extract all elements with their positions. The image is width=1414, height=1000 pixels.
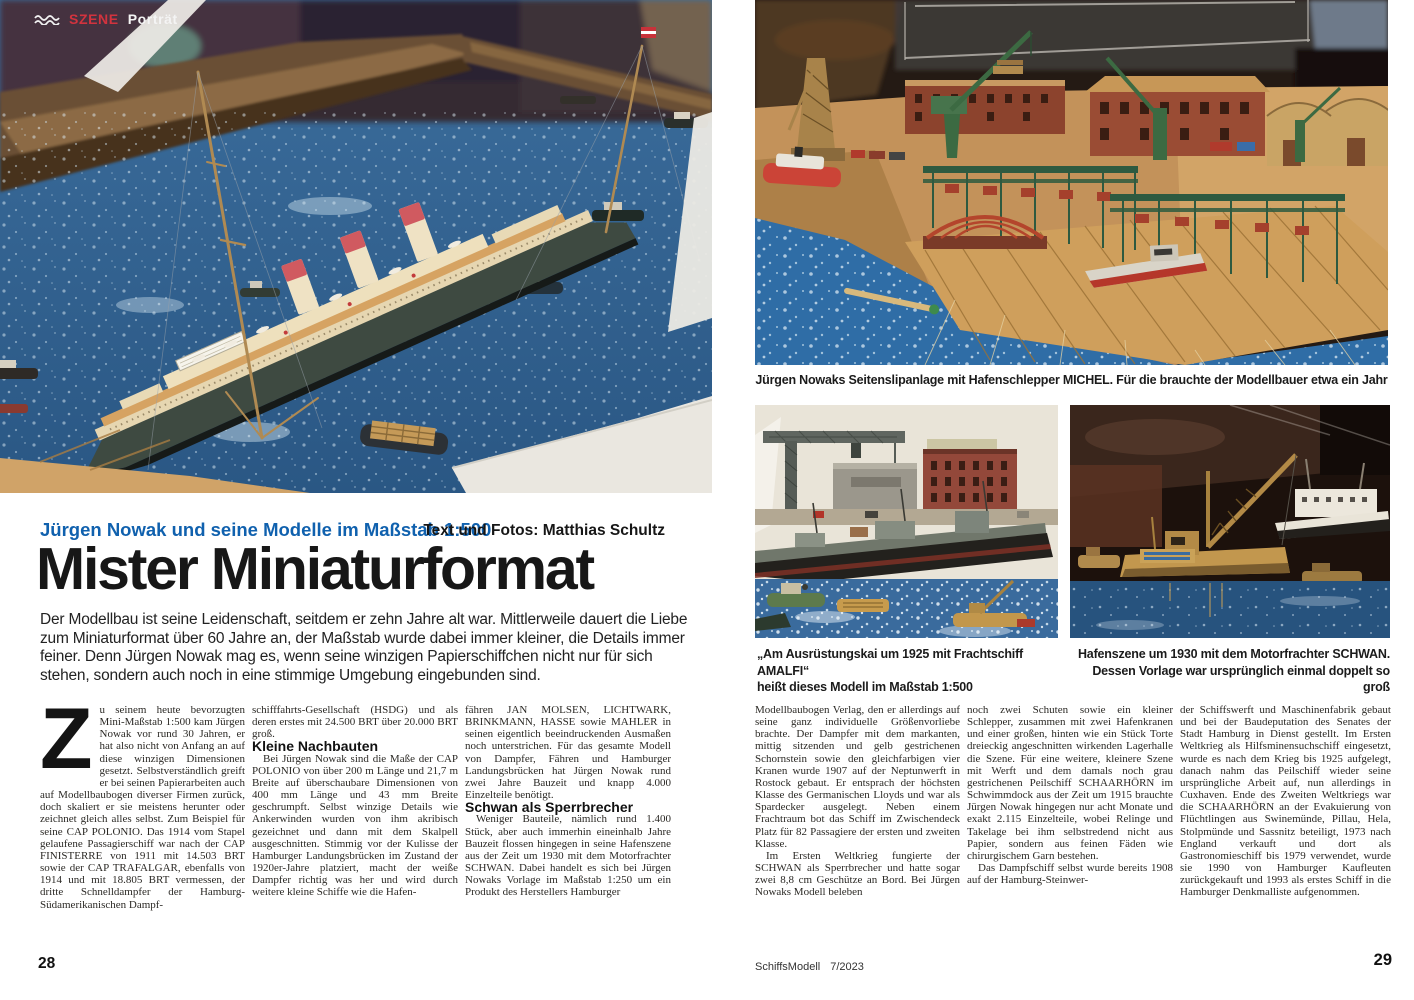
article-byline: Text und Fotos: Matthias Schultz: [423, 522, 665, 539]
paragraph: Bei Jürgen Nowak sind die Maße der CAP POLONIO von über 200 m Länge und 21,7 m Breite auf überschaubare Dimensionen von 400 mm Länge und 43 mm Breite geschrumpft. Selbst winzige Details wie Ankerwinden wurden von ihm akribisch gezeichnet und dann mit dem Skalpell ausgeschnitten. Stimmig vor der Kulisse der Hamburger Landungsbrücken im Zustand der 1920er-Jahre platziert, macht der weiße Dampfer richtig was her und wird durch weitere kleine Schiffe wie die Hafen-: [252, 752, 458, 899]
magazine-footer: [755, 961, 874, 973]
paragraph: Das Dampfschiff selbst wurde bereits 1908 auf der Hamburg-Steinwer-: [967, 862, 1173, 887]
article-kicker: Jürgen Nowak und seine Modelle im Maßstab 1:500: [40, 519, 492, 540]
section-header: [34, 11, 178, 27]
section-topic: Porträt: [127, 11, 178, 27]
paragraph-text: u seinem heute bevorzugten Mini-Maßstab 1:500 kam Jürgen Nowak vor rund 30 Jahren, er hat also nicht von Anfang an auf diese winzigen Dimensionen gesetzt. Selbstverständlich greift er bei seinen Papierarbeiten auch auf Modellbaubogen diverser Firmen zurück, doch skaliert er sie meistens herunter oder zeichnet gleich alles selbst. Zum Beispiel für seine CAP POLONIO. Das 1914 vom Stapel gelaufene Passagierschiff war nach der CAP FINISTERRE von 1911 mit 14.503 BRT sowie der CAP TRAFALGAR, ebenfalls von 1914 und mit 18.805 BRT vermessen, der dritte Schnelldampfer der Hamburg-Südamerikanischen Dampf-: [40, 704, 245, 911]
photo-amalfi-quay: [755, 405, 1058, 638]
body-column-3: [465, 704, 671, 980]
subhead-kleine-nachbauten: Kleine Nachbauten: [252, 738, 379, 755]
paragraph: Weniger Bauteile, nämlich rund 1.400 Stück, aber auch immerhin eineinhalb Jahre Bauzeit flossen hingegen in seine Hafenszene aus der Zeit um 1930 mit dem Motorfrachter SCHWAN. Dabei handelt es sich bei Jürgen Nowaks Vorlage im Maßstab 1:250 um ein Produkt des Herstellers Hamburger: [465, 813, 671, 899]
dropcap: Z: [40, 704, 93, 787]
magazine-name: SchiffsModell: [755, 961, 821, 973]
caption-amalfi: [757, 646, 1057, 696]
page-number-right: 29: [1373, 951, 1392, 969]
caption-amalfi-line2: heißt dieses Modell im Maßstab 1:500: [757, 680, 973, 694]
photo-schwan-harbor: [1070, 405, 1390, 638]
body-column-5: [967, 704, 1173, 980]
photo-cap-polonio-display: [0, 0, 712, 493]
page-number-left: 28: [38, 955, 56, 972]
caption-amalfi-line1: „Am Ausrüstungskai um 1925 mit Frachtschiff AMALFI“: [757, 647, 1024, 678]
article-lead: Der Modellbau ist seine Leidenschaft, seitdem er zehn Jahre alt war. Mittlerweile dauert die Liebe zum Miniaturformat über 60 Jahre an, der Maßstab wurde dabei immer kleiner, die Details immer feiner. Denn Jürgen Nowak mag es, wenn seine winzigen Papierschiffchen nicht nur für sich stehen, sondern auch noch in eine stimmige Umgebung eingebunden sind.: [40, 611, 688, 684]
shed: [833, 467, 917, 509]
subhead-schwan-als-sperrbrecher: Schwan als Sperrbrecher: [465, 799, 634, 816]
article-headline: Mister Miniaturformat: [36, 536, 593, 602]
arched-warehouses: [1267, 99, 1388, 166]
body-column-1: [40, 704, 245, 980]
caption-schwan: [1072, 646, 1390, 696]
caption-schwan-line2: Dessen Vorlage war ursprünglich einmal doppelt so groß: [1092, 663, 1390, 694]
body-column-6: [1180, 704, 1391, 980]
paragraph: fähren JAN MOLSEN, LICHTWARK, BRINKMANN, HASSE sowie MAHLER in seinen eigentlich beeindruckenden Ausmaßen noch unterstrichen. Für das gesamte Modell von Dampfer, Fähren und Hamburger Landungsbrücken hat Jürgen Nowak rund zwei Jahre Bauzeit und knapp 4.000 Einzelteile benötigt.: [465, 704, 671, 802]
yellow-barge: [837, 599, 889, 612]
paragraph: noch zwei Schuten sowie ein kleiner Schlepper, zusammen mit zwei Hafenkranen und einer großen, hinten wie ein Stück Torte dreieckig angeschnitten wirkenden Lagerhalle die Szene. Für eine weitere, kleinere Szene mit Werft und dem damals noch grau gestrichenen Peilschiff SCHAARHÖRN im Schwimmdock aus der Zeit um 1915 brauchte Jürgen Nowak hingegen nur acht Monate und exakt 2.115 Einzelteile, wobei Relinge und Takelage bei ihm selbstredend nicht aus Papier, sondern aus feinen Fäden wie chirurgischem Garn bestehen.: [967, 704, 1173, 862]
paragraph: Im Ersten Weltkrieg fungierte der SCHWAN als Sperrbrecher und hatte sogar zwei 8,8 cm Geschütze an Bord. Bei Jürgen Nowaks Modell beleben: [755, 849, 960, 899]
paragraph: Modellbaubogen Verlag, den er allerdings auf seine ganz individuelle Größenvorliebe brachte. Der Dampfer mit dem markanten, mittig sitzenden und gelb gestrichenen Schornstein sowie den gleichfarbigen vier Kranen wurde 1907 auf der Neptunwerft in Rostock gebaut. Er entsprach der höchsten Klasse des Germanischen Lloyds und war als Spardecker ausgelegt. Neben einem Frachtraum bot das Schiff im Zwischendeck Platz für 82 Passagiere der ersten und zweiten Klasse.: [755, 704, 960, 850]
paragraph: [40, 704, 245, 911]
waves-icon: [34, 14, 60, 25]
photo-slipway-michel: [755, 0, 1388, 365]
body-column-4: [755, 704, 960, 980]
caption-slipway: Jürgen Nowaks Seitenslipanlage mit Hafenschlepper MICHEL. Für die brauchte der Modellbauer etwa ein Jahr: [755, 373, 1388, 387]
caption-schwan-line1: Hafenszene um 1930 mit dem Motorfrachter SCHWAN.: [1077, 647, 1390, 661]
paragraph: der Schiffswerft und Maschinenfabrik gebaut und bei der Baudeputation des Senates der Stadt Hamburg in Dienst gestellt. Im Ersten Weltkrieg als Hilfsminensuchschiff eingesetzt, wurde es nach dem Krieg bis 1925 aufgelegt, danach nahm das Peilschiff wieder seine ursprüngliche Arbeit auf, nun allerdings in Cuxhaven. Ende des Zweiten Weltkriegs war die SCHAARHÖRN an der Evakuierung von Flüchtlingen aus Swinemünde, Pillau, Hela, Stolpmünde und Sassnitz beteiligt, 1973 nach England verkauft und dort als Gastronomieschiff bis 1979 verwendet, wurde sie 1990 von Hamburger Kaufleuten zurückgekauft und 1993 als erstes Schiff in die Hamburger Denkmalliste aufgenommen.: [1180, 704, 1391, 899]
magazine-issue: 7/2023: [830, 961, 864, 973]
brick-building: [923, 449, 1017, 511]
body-column-2: [252, 704, 458, 980]
section-label: SZENE: [69, 11, 119, 27]
paragraph: schifffahrts-Gesellschaft (HSDG) und als deren erstes mit 24.500 BRT über 20.000 BRT groß.: [252, 704, 458, 741]
